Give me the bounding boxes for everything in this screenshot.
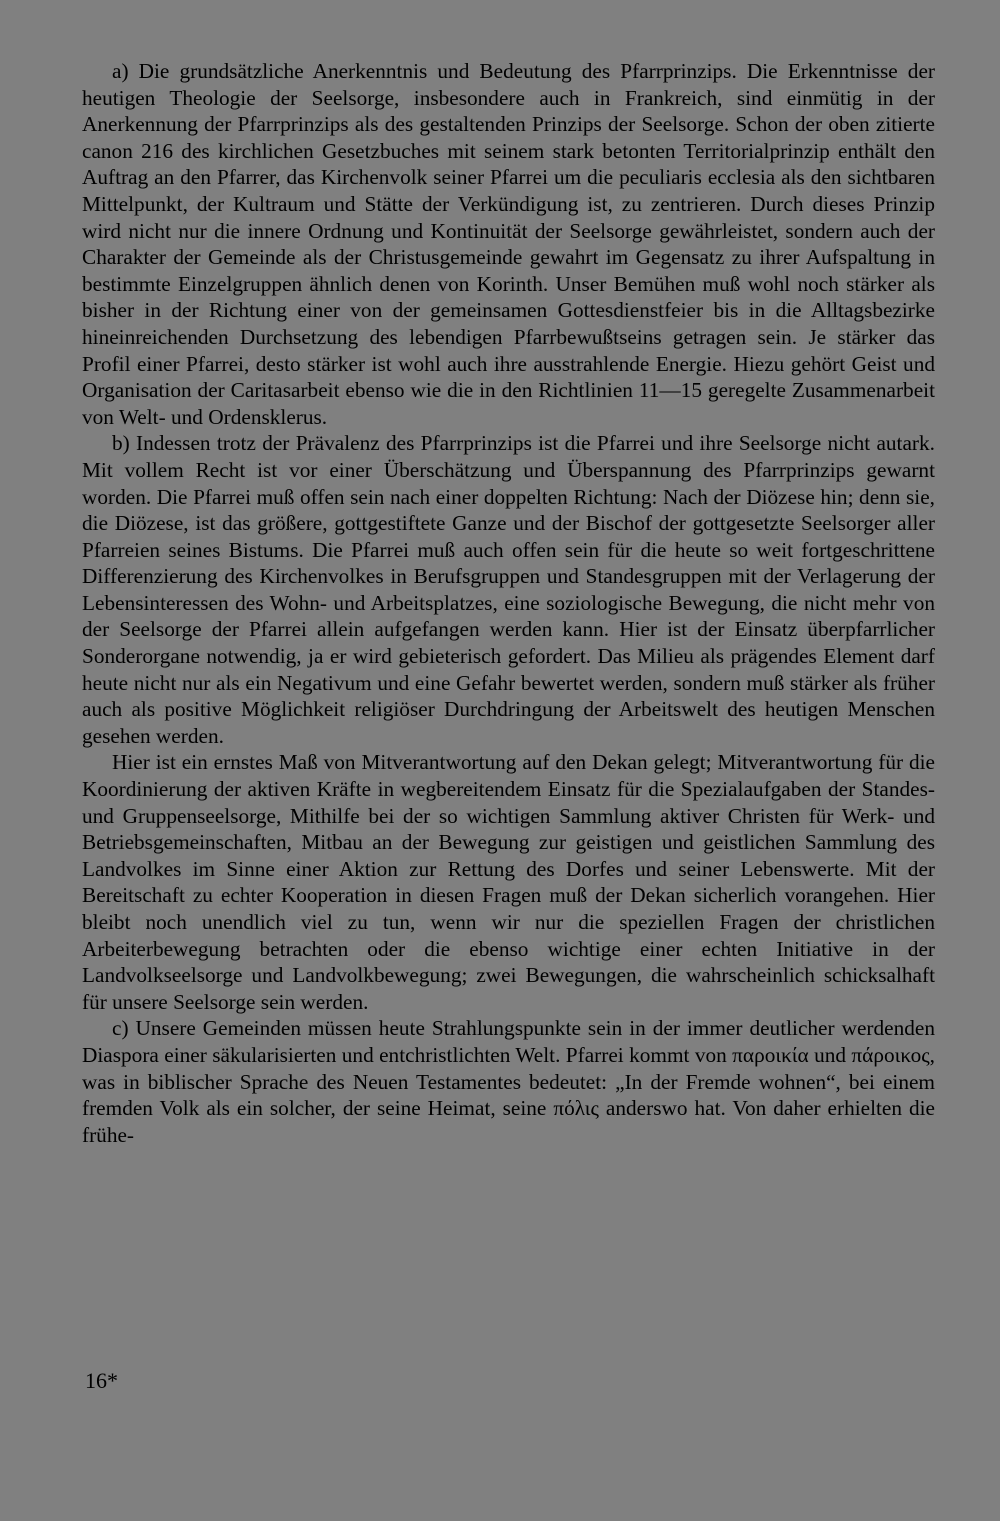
- page-number: 16*: [85, 1368, 118, 1393]
- page-body: [82, 58, 935, 1148]
- paragraph-c: c) Unsere Gemeinden müssen heute Strahlungspunkte sein in der immer deutlicher werdenden Diaspora einer säkularisierten und entchristlichten Welt. Pfarrei kommt von παροικία und πάροικος, was in biblischer Sprache des Neuen Testamentes bedeutet: „In der Fremde wohnen“, bei einem fremden Volk als ein solcher, der seine Heimat, seine πόλις anderswo hat. Von daher erhielten die frühe-: [82, 1016, 935, 1147]
- paragraph-dekan: Hier ist ein ernstes Maß von Mitverantwortung auf den Dekan gelegt; Mitverantwortung für die Koordinierung der aktiven Kräfte in wegbereitendem Einsatz für die Spezialaufgaben der Standes- und Gruppenseelsorge, Mithilfe bei der so wichtigen Sammlung aktiver Christen für Werk- und Betriebsgemeinschaften, Mitbau an der Bewegung zur geistigen und geistlichen Sammlung des Landvolkes im Sinne einer Aktion zur Rettung des Dorfes und seiner Lebenswerte. Mit der Bereitschaft zu echter Kooperation in diesen Fragen muß der Dekan sicherlich vorangehen. Hier bleibt noch unendlich viel zu tun, wenn wir nur die speziellen Fragen der christlichen Arbeiterbewegung betrachten oder die ebenso wichtige einer echten Initiative in der Landvolkseelsorge und Landvolkbewegung; zwei Bewegungen, die wahrscheinlich schicksalhaft für unsere Seelsorge sein werden.: [82, 750, 935, 1014]
- paragraph-a: a) Die grundsätzliche Anerkenntnis und Bedeutung des Pfarrprinzips. Die Erkenntnisse der heutigen Theologie der Seelsorge, insbesondere auch in Frankreich, sind einmütig in der Anerkennung der Pfarrprinzips als des gestaltenden Prinzips der Seelsorge. Schon der oben zitierte canon 216 des kirchlichen Gesetzbuches mit seinem stark betonten Territorialprinzip enthält den Auftrag an den Pfarrer, das Kirchenvolk seiner Pfarrei um die peculiaris ecclesia als den sichtbaren Mittelpunkt, der Kultraum und Stätte der Verkündigung ist, zu zentrieren. Durch dieses Prinzip wird nicht nur die innere Ordnung und Kontinuität der Seelsorge gewährleistet, sondern auch der Charakter der Gemeinde als der Christusgemeinde gewahrt im Gegensatz zu ihrer Aufspaltung in bestimmte Einzelgruppen ähnlich denen von Korinth. Unser Bemühen muß wohl noch stärker als bisher in der Richtung einer von der gemeinsamen Gottesdienstfeier bis in die Alltagsbezirke hineinreichenden Durchsetzung des lebendigen Pfarrbewußtseins getragen sein. Je stärker das Profil einer Pfarrei, desto stärker ist wohl auch ihre ausstrahlende Energie. Hiezu gehört Geist und Organisation der Caritasarbeit ebenso wie die in den Richtlinien 11—15 geregelte Zusammenarbeit von Welt- und Ordensklerus.: [82, 59, 935, 429]
- paragraph-b: b) Indessen trotz der Prävalenz des Pfarrprinzips ist die Pfarrei und ihre Seelsorge nicht autark. Mit vollem Recht ist vor einer Überschätzung und Überspannung des Pfarrprinzips gewarnt worden. Die Pfarrei muß offen sein nach einer doppelten Richtung: Nach der Diözese hin; denn sie, die Diözese, ist das größere, gottgestiftete Ganze und der Bischof der gottgesetzte Seelsorger aller Pfarreien seines Bistums. Die Pfarrei muß auch offen sein für die heute so weit fortgeschrittene Differenzierung des Kirchenvolkes in Berufsgruppen und Standesgruppen mit der Verlagerung der Lebensinteressen des Wohn- und Arbeitsplatzes, eine soziologische Bewegung, die nicht mehr von der Seelsorge der Pfarrei allein aufgefangen werden kann. Hier ist der Einsatz überpfarrlicher Sonderorgane notwendig, ja er wird gebieterisch gefordert. Das Milieu als prägendes Element darf heute nicht nur als ein Negativum und eine Gefahr bewertet werden, sondern muß stärker als früher auch als positive Möglichkeit religiöser Durchdringung der Arbeitswelt des heutigen Menschen gesehen werden.: [82, 431, 935, 748]
